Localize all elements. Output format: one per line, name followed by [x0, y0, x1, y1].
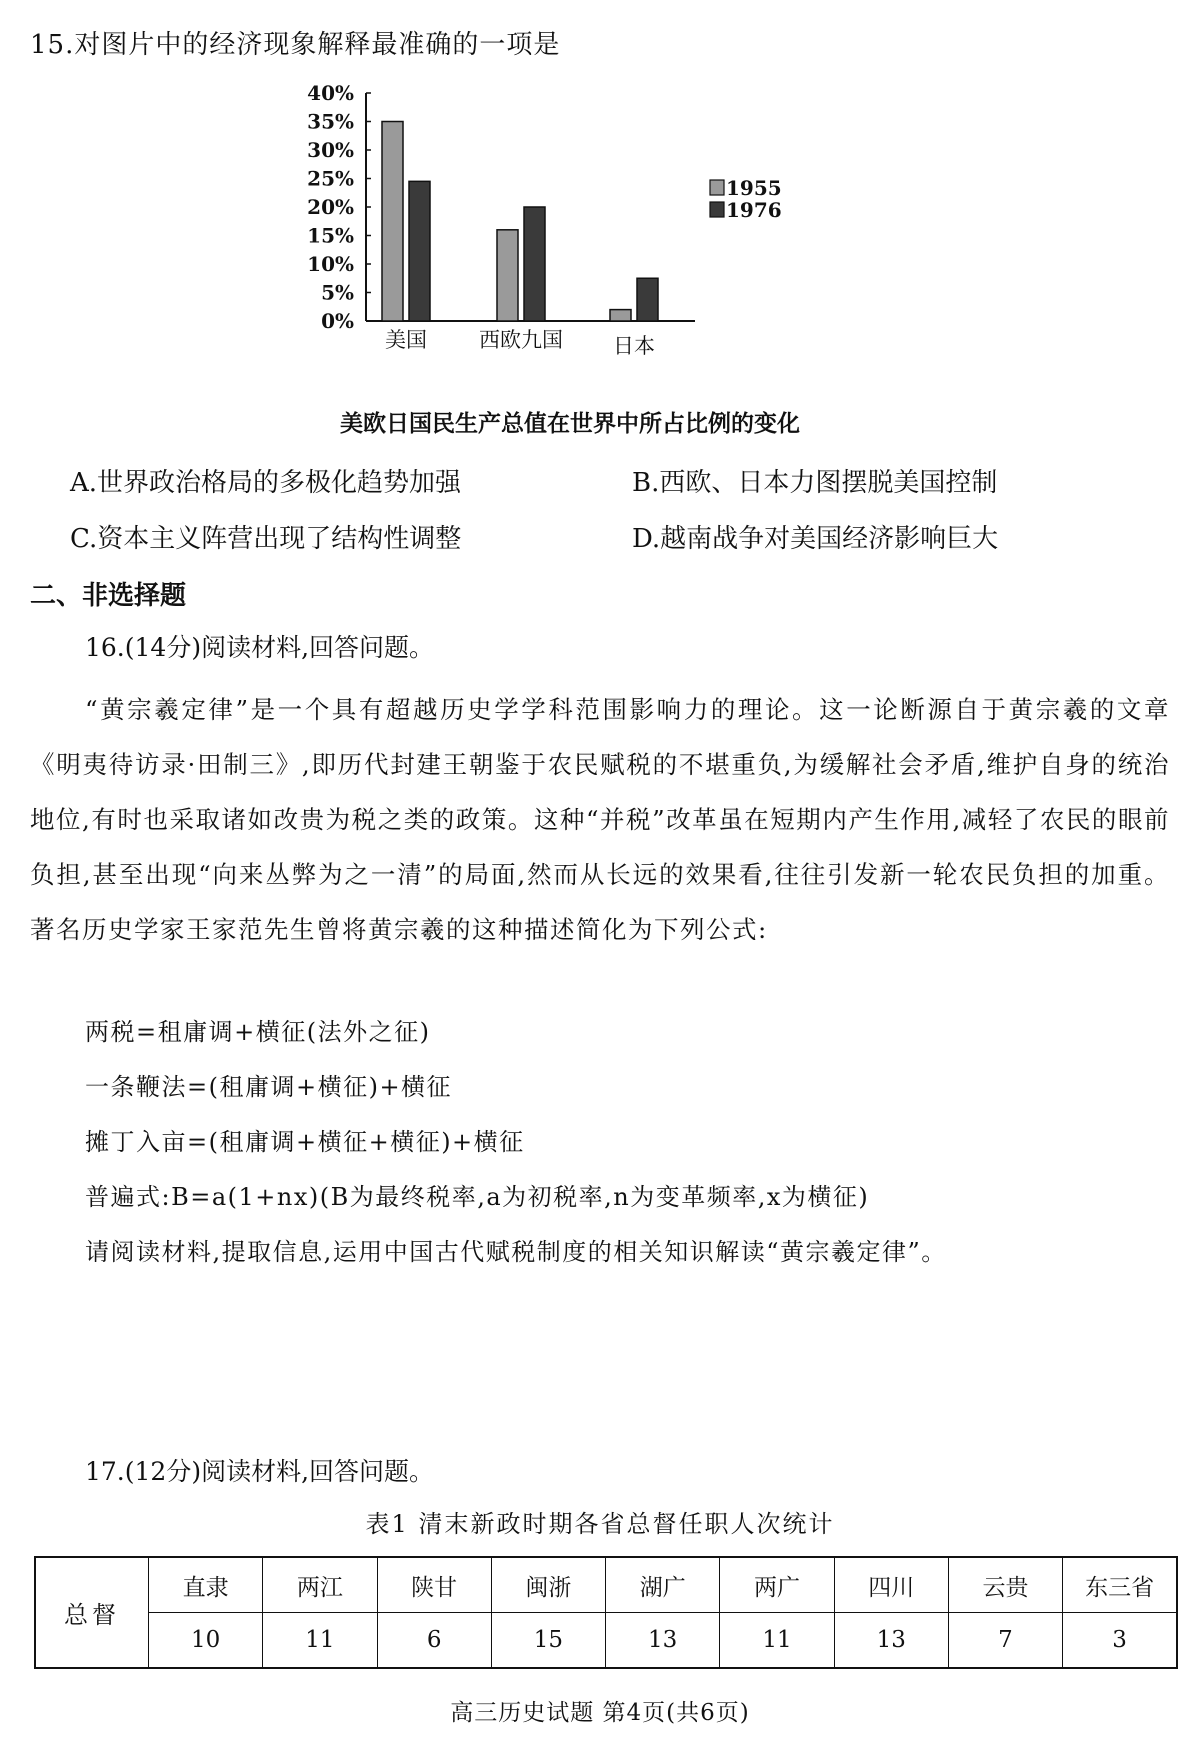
legend-swatch: [710, 202, 724, 217]
col-header: 四川: [834, 1557, 948, 1613]
table-cell: 10: [149, 1613, 263, 1669]
x-tick-label: 日本: [613, 334, 655, 358]
table-cell: 11: [720, 1613, 834, 1669]
table-cell: 3: [1063, 1613, 1177, 1669]
y-tick-label: 40%: [307, 84, 354, 105]
option-c[interactable]: C.资本主义阵营出现了结构性调整: [70, 524, 462, 554]
table-cell: 15: [491, 1613, 605, 1669]
bar-1976-1: [524, 207, 545, 321]
option-b[interactable]: B.西欧、日本力图摆脱美国控制: [632, 468, 998, 498]
formula-liangshui: 两税=租庸调+横征(法外之征): [85, 1018, 431, 1046]
legend-label: 1976: [726, 198, 782, 222]
question-16-instruction: 请阅读材料,提取信息,运用中国古代赋税制度的相关知识解读“黄宗羲定律”。: [85, 1238, 947, 1266]
option-a[interactable]: A.世界政治格局的多极化趋势加强: [70, 468, 462, 498]
gnp-bar-chart: [300, 84, 860, 384]
question-16-stem: 16.(14分)阅读材料,回答问题。: [85, 633, 435, 662]
col-header: 两广: [720, 1557, 834, 1613]
col-header: 陕甘: [377, 1557, 491, 1613]
y-tick-label: 25%: [307, 166, 354, 191]
col-header: 云贵: [948, 1557, 1062, 1613]
option-d[interactable]: D.越南战争对美国经济影响巨大: [632, 524, 999, 554]
bar-1976-0: [409, 181, 430, 321]
governor-table: [34, 1556, 1178, 1669]
table-row-provinces: [35, 1557, 1177, 1613]
y-tick-label: 30%: [307, 138, 354, 162]
section-2-title: 二、非选择题: [30, 581, 187, 611]
col-header: 东三省: [1063, 1557, 1177, 1613]
table-row-values: [35, 1613, 1177, 1669]
table-1-caption: 表1 清末新政时期各省总督任职人次统计: [365, 1510, 835, 1538]
table-cell: 7: [948, 1613, 1062, 1669]
col-header: 两江: [263, 1557, 377, 1613]
chart-title: 美欧日国民生产总值在世界中所占比例的变化: [340, 411, 800, 437]
y-tick-label: 5%: [321, 280, 354, 305]
y-tick-label: 10%: [307, 252, 354, 276]
question-17-stem: 17.(12分)阅读材料,回答问题。: [85, 1457, 435, 1486]
row-header: 总督: [35, 1557, 149, 1668]
page-footer: 高三历史试题 第4页(共6页): [450, 1700, 750, 1726]
formula-general: 普遍式:B=a(1+nx)(B为最终税率,a为初税率,n为变革频率,x为横征): [85, 1183, 870, 1211]
legend-swatch: [710, 180, 724, 195]
formula-yitiaobianfa: 一条鞭法=(租庸调+横征)+横征: [85, 1073, 453, 1101]
x-tick-label: 西欧九国: [479, 328, 563, 352]
table-cell: 11: [263, 1613, 377, 1669]
formula-tandingrumu: 摊丁入亩=(租庸调+横征+横征)+横征: [85, 1128, 525, 1156]
bar-1955-0: [382, 122, 403, 322]
legend-label: 1955: [726, 176, 782, 200]
bar-1955-2: [610, 310, 631, 321]
table-cell: 13: [606, 1613, 720, 1669]
question-15-stem: 15.对图片中的经济现象解释最准确的一项是: [30, 30, 561, 60]
y-tick-label: 0%: [321, 309, 354, 333]
y-tick-label: 20%: [307, 195, 354, 219]
question-16-material: “黄宗羲定律”是一个具有超越历史学学科范围影响力的理论。这一论断源自于黄宗羲的文章《明夷待访录·田制三》,即历代封建王朝鉴于农民赋税的不堪重负,为缓解社会矛盾,维护自身的统治地位,有时也采取诸如改贵为税之类的政策。这种“并税”改革虽在短期内产生作用,减轻了农民的眼前负担,甚至出现“向来丛弊为之一清”的局面,然而从长远的效果看,往往引发新一轮农民负担的加重。著名历史学家王家范先生曾将黄宗羲的这种描述简化为下列公式:: [30, 695, 1170, 944]
bar-1955-1: [497, 230, 518, 321]
table-cell: 13: [834, 1613, 948, 1669]
col-header: 直隶: [149, 1557, 263, 1613]
x-tick-label: 美国: [385, 328, 427, 352]
y-tick-label: 15%: [307, 223, 354, 248]
bar-1976-2: [637, 278, 658, 321]
y-tick-label: 35%: [307, 109, 354, 134]
chart-svg: [300, 84, 860, 384]
table-cell: 6: [377, 1613, 491, 1669]
col-header: 湖广: [606, 1557, 720, 1613]
col-header: 闽浙: [491, 1557, 605, 1613]
